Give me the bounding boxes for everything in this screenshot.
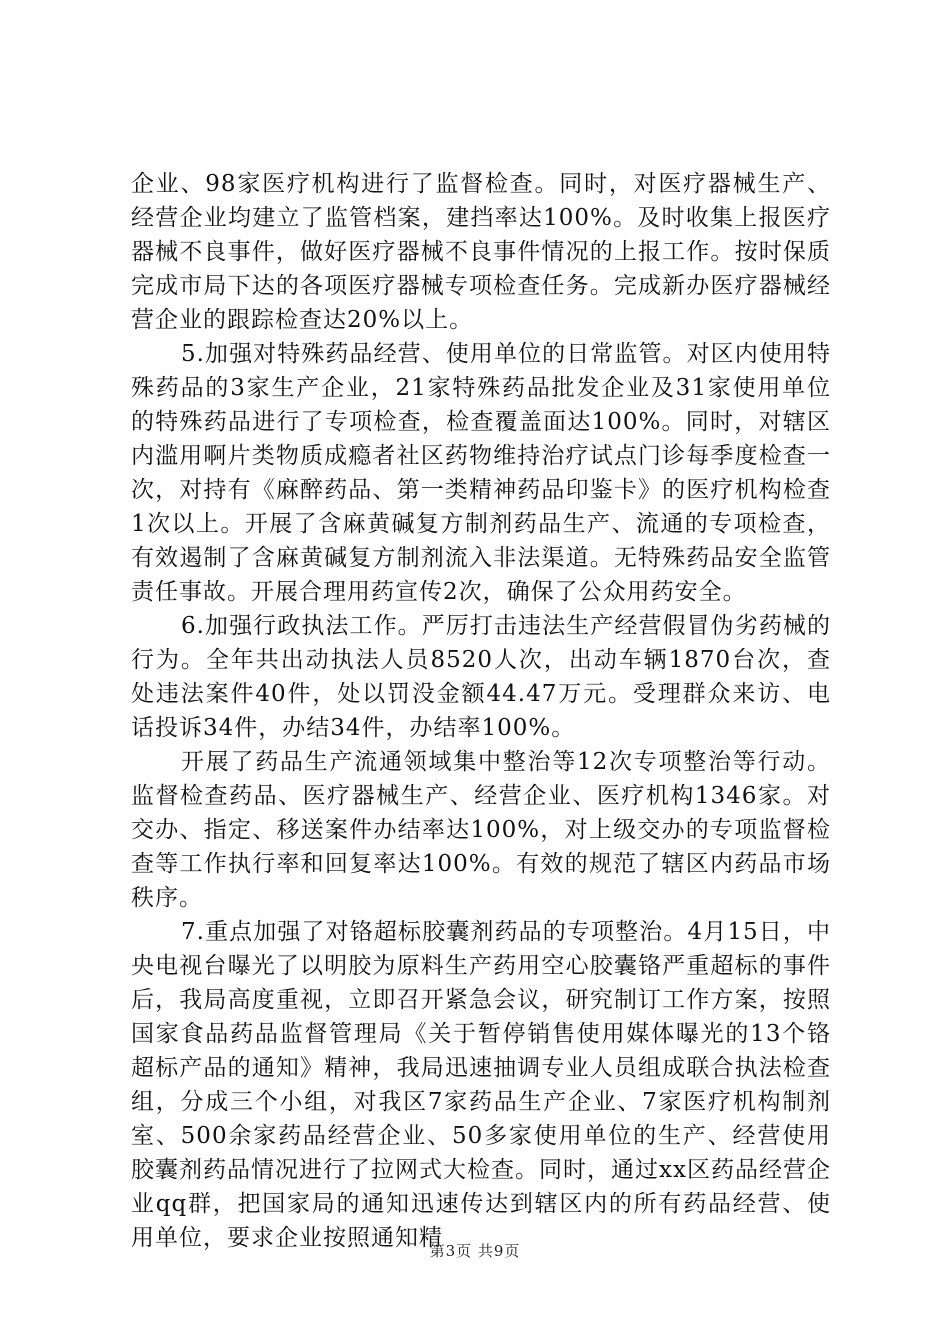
paragraph-medical-device-supervision: 企业、98家医疗机构进行了监督检查。同时，对医疗器械生产、经营企业均建立了监管档案，建挡率达100%。及时收集上报医疗器械不良事件，做好医疗器械不良事件情况的上报工作。按时保质完成市局下达的各项医疗器械专项检查任务。完成新办医疗器械经营企业的跟踪检查达20%以上。 [131,171,831,333]
page-footer: 第3页 共9页 [429,1242,521,1260]
paragraph-special-rectification: 开展了药品生产流通领域集中整治等12次专项整治等行动。监督检查药品、医疗器械生产、经营企业、医疗机构1346家。对交办、指定、移送案件办结率达100%，对上级交办的专项监督检查等工作执行率和回复率达100%。有效的规范了辖区内药品市场秩序。 [131,749,831,911]
paragraph-special-drugs-supervision: 5.加强对特殊药品经营、使用单位的日常监管。对区内使用特殊药品的3家生产企业，21家特殊药品批发企业及31家使用单位的特殊药品进行了专项检查，检查覆盖面达100%。同时，对辖区内滥用啊片类物质成瘾者社区药物维持治疗试点门诊每季度检查一次，对持有《麻醉药品、第一类精神药品印鉴卡》的医疗机构检查1次以上。开展了含麻黄碱复方制剂药品生产、流通的专项检查，有效遏制了含麻黄碱复方制剂流入非法渠道。无特殊药品安全监管责任事故。开展合理用药宣传2次，确保了公众用药安全。 [131,341,831,605]
paragraph-administrative-enforcement: 6.加强行政执法工作。严厉打击违法生产经营假冒伪劣药械的行为。全年共出动执法人员8520人次，出动车辆1870台次，查处违法案件40件，处以罚没金额44.47万元。受理群众来访、电话投诉34件，办结34件，办结率100%。 [131,613,831,741]
paragraph-chromium-capsule-rectification: 7.重点加强了对铬超标胶囊剂药品的专项整治。4月15日，中央电视台曝光了以明胶为原料生产药用空心胶囊铬严重超标的事件后，我局高度重视，立即召开紧急会议，研究制订工作方案，按照国家食品药品监督管理局《关于暂停销售使用媒体曝光的13个铬超标产品的通知》精神，我局迅速抽调专业人员组成联合执法检查组，分成三个小组，对我区7家药品生产企业、7家医疗机构制剂室、500余家药品经营企业、50多家使用单位的生产、经营使用胶囊剂药品情况进行了拉网式大检查。同时，通过xx区药品经营企业qq群，把国家局的通知迅速传达到辖区内的所有药品经营、使用单位，要求企业按照通知精 [131,919,831,1251]
document-body [131,167,831,1255]
